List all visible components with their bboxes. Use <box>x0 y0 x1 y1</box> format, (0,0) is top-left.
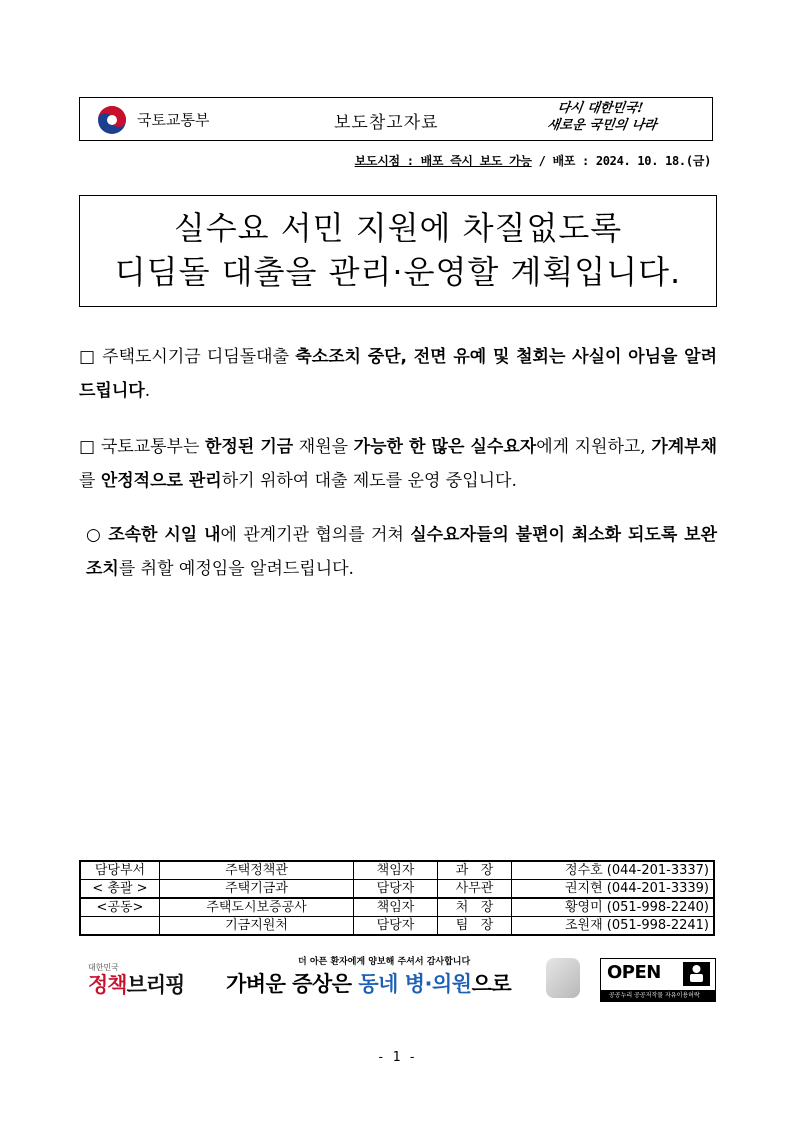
contact-group: <공동> <box>80 898 160 917</box>
p3-text-d: 를 취할 예정임을 알려드립니다. <box>118 559 354 579</box>
p1-bold: 축소조치 중단, 전면 유예 및 철회는 사실이 아님을 알려드립니다 <box>79 347 718 401</box>
p3-text-b: 에 관계기관 협의를 거쳐 <box>220 525 411 545</box>
slogan-line1: 다시 대한민국! <box>556 101 645 116</box>
table-row <box>80 861 714 880</box>
title-box <box>79 195 717 307</box>
contact-group <box>80 917 160 936</box>
contact-group: 담당부서 <box>80 861 160 880</box>
contact-name: 황영미 (051-998-2240) <box>512 898 715 917</box>
headline-b: 동네 병·의원 <box>358 972 472 996</box>
contact-table <box>79 860 715 936</box>
table-row <box>80 898 714 917</box>
table-row <box>80 880 714 899</box>
document-type: 보도참고자료 <box>334 113 439 133</box>
contact-title: 처 장 <box>438 898 512 917</box>
license-person-icon <box>683 962 710 986</box>
p3-bold-a: 조속한 시일 내 <box>108 525 221 545</box>
banner-headline <box>226 968 511 998</box>
paragraph-1 <box>79 340 717 408</box>
taegeuk-logo-icon <box>95 104 131 136</box>
contact-role: 담당자 <box>354 917 438 936</box>
slogan-handwritten <box>545 100 710 138</box>
paragraph-3 <box>86 518 717 586</box>
bullet-circle: ○ <box>86 525 109 545</box>
contact-title: 과 장 <box>438 861 512 880</box>
brand-main-a: 정책 <box>88 973 127 997</box>
p2-text-c: 재원을 <box>293 437 354 457</box>
p3-bold-c: 실수요자들의 불편이 최소화 되도록 보완 조치 <box>86 525 717 579</box>
contact-dept: 기금지원처 <box>160 917 354 936</box>
contact-group: < 총괄 > <box>80 880 160 899</box>
release-separator: / <box>531 154 553 168</box>
banner-photo <box>546 958 580 998</box>
p2-bold-f: 가계부채 <box>651 437 718 457</box>
release-date: 배포 : 2024. 10. 18.(금) <box>552 154 711 168</box>
open-license-bar: 공공누리 공공저작물 자유이용허락 <box>601 990 715 1001</box>
p2-text-e: 에게 지원하고, <box>536 437 652 457</box>
p2-text-g: 를 <box>79 471 101 491</box>
contact-dept: 주택도시보증공사 <box>160 898 354 917</box>
p2-text-a: 국토교통부는 <box>100 437 205 457</box>
open-word: OPEN <box>607 962 661 983</box>
contact-title: 팀 장 <box>438 917 512 936</box>
brand-main <box>88 973 188 997</box>
contact-role: 담당자 <box>354 880 438 899</box>
brand-main-b: 브리핑 <box>126 973 185 997</box>
bullet-square: □ <box>79 347 103 367</box>
title-line2: 디딤돌 대출을 관리·운영할 계획입니다. <box>114 253 682 291</box>
contact-name: 조원재 (051-998-2241) <box>512 917 715 936</box>
contact-dept: 주택기금과 <box>160 880 354 899</box>
brand-top: 대한민국 <box>88 963 119 972</box>
title-line1: 실수요 서민 지원에 차질없도록 <box>173 209 623 247</box>
ministry-name: 국토교통부 <box>137 112 210 129</box>
p2-bold-b: 한정된 기금 <box>204 437 294 457</box>
p1-text: 주택도시기금 디딤돌대출 <box>102 347 296 367</box>
release-info <box>355 152 711 169</box>
contact-name: 권지현 (044-201-3339) <box>512 880 715 899</box>
page-number: - 1 - <box>376 1050 417 1065</box>
p2-bold-h: 안정적으로 관리 <box>100 471 222 491</box>
p2-bold-d: 가능한 한 많은 실수요자 <box>353 437 537 457</box>
contact-dept: 주택정책관 <box>160 861 354 880</box>
p2-text-i: 하기 위하여 대출 제도를 운영 중입니다. <box>221 471 517 491</box>
policy-briefing-logo[interactable] <box>88 962 188 1002</box>
slogan-line2: 새로운 국민의 나라 <box>546 118 658 133</box>
open-license-badge[interactable] <box>600 958 716 1002</box>
bullet-square: □ <box>79 437 101 457</box>
contact-role: 책임자 <box>354 898 438 917</box>
headline-a: 가벼운 증상은 <box>226 972 359 996</box>
contact-title: 사무관 <box>438 880 512 899</box>
table-row <box>80 917 714 936</box>
contact-role: 책임자 <box>354 861 438 880</box>
campaign-banner[interactable] <box>208 954 582 1004</box>
banner-subtitle: 더 아픈 환자에게 양보해 주셔서 감사합니다 <box>298 957 471 967</box>
paragraph-2 <box>79 430 717 498</box>
p1-end: . <box>144 381 151 401</box>
release-timing: 보도시점 : 배포 즉시 보도 가능 <box>354 154 532 168</box>
headline-c: 으로 <box>471 972 512 996</box>
contact-name: 정수호 (044-201-3337) <box>512 861 715 880</box>
